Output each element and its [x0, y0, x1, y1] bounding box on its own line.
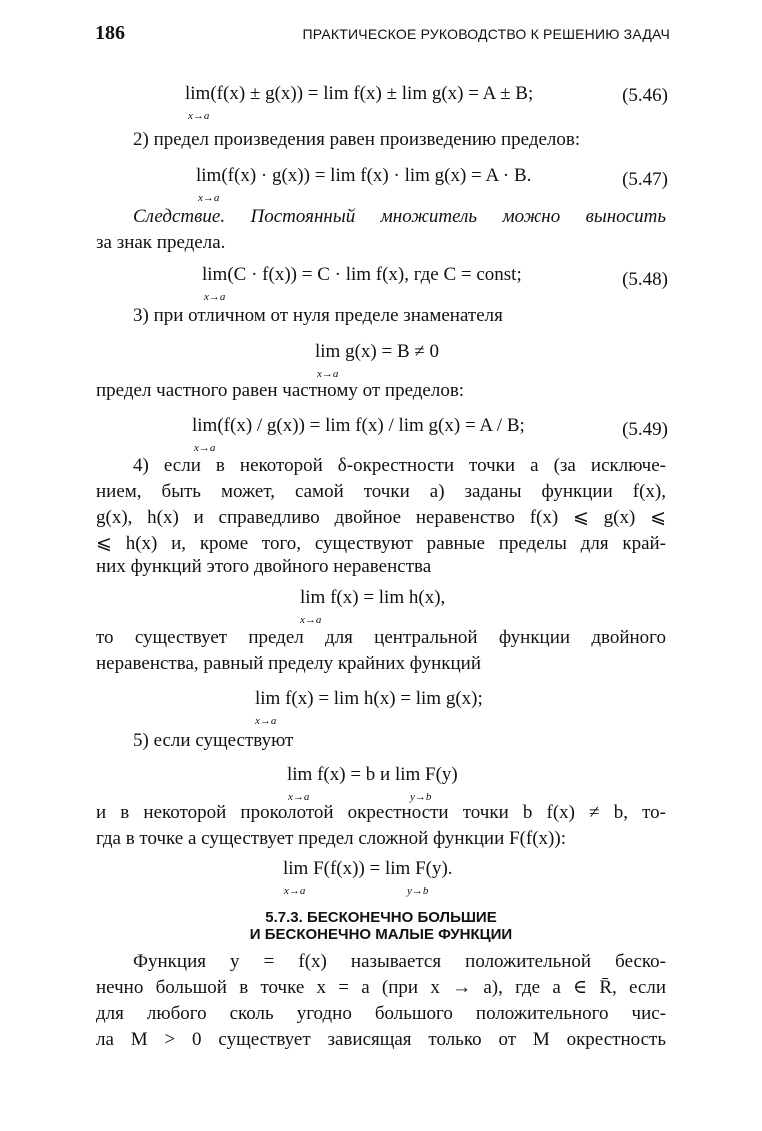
paragraph-infinite-line-2: нечно большой в точке x = a (при x → a), где a ∈ R̄, если [96, 977, 666, 998]
paragraph-infinite-line-1: Функция y = f(x) называется положительной беско- [133, 951, 666, 972]
equation-number-5-47: (5.47) [622, 169, 668, 190]
equation-number-5-46: (5.46) [622, 85, 668, 106]
paragraph-squeeze-line-4: ⩽ h(x) и, кроме того, существуют равные пределы для край- [96, 533, 666, 554]
paragraph-squeeze-line-5: них функций этого двойного неравенства [96, 556, 432, 577]
paragraph-infinite-line-4: ла M > 0 существует зависящая только от M окрестность [96, 1029, 666, 1050]
equation-number-5-48: (5.48) [622, 269, 668, 290]
formula-squeeze-1-subscript: x→a [300, 614, 322, 626]
formula-5-49 [192, 414, 525, 438]
formula-5-48-text: lim(C · f(x)) = C · lim f(x), где C = const; [202, 264, 522, 285]
paragraph-squeeze-line-2: нием, быть может, самой точки a) заданы функции f(x), [96, 481, 666, 502]
paragraph-infinite-line-3: для любого сколь угодно большого положительного чис- [96, 1003, 666, 1024]
formula-denominator-subscript: x→a [317, 368, 339, 380]
formula-composite-2: lim F(f(x)) = lim F(y). [283, 858, 453, 879]
formula-composite-2-subscript-y: y→b [407, 885, 429, 897]
section-title-line-1: 5.7.3. БЕСКОНЕЧНО БОЛЬШИЕ [265, 909, 497, 926]
formula-composite-1-subscript-x: x→a [288, 791, 310, 803]
paragraph-quotient: 3) при отличном от нуля пределе знаменателя [133, 305, 503, 326]
paragraph-quotient-2: предел частного равен частному от пределов: [96, 380, 465, 401]
paragraph-composite: 5) если существуют [133, 730, 294, 751]
formula-composite-2-subscript-x: x→a [284, 885, 306, 897]
paragraph-composite-2-line-2: гда в точке a существует предел сложной функции F(f(x)): [96, 828, 566, 849]
paragraph-composite-2-line-1: и в некоторой проколотой окрестности точки b f(x) ≠ b, то- [96, 802, 666, 823]
equation-number-5-49: (5.49) [622, 419, 668, 440]
formula-squeeze-2: lim f(x) = lim h(x) = lim g(x); [255, 688, 483, 709]
formula-composite-1-subscript-y: y→b [410, 791, 432, 803]
formula-5-46-subscript: x→a [188, 110, 210, 122]
paragraph-corollary-line-1 [133, 205, 666, 229]
formula-5-49-text: lim(f(x) / g(x)) = lim f(x) / lim g(x) = A / B; [192, 415, 525, 436]
paragraph-squeeze-line-1: 4) если в некоторой δ-окрестности точки a (за исключе- [133, 455, 666, 476]
running-head: ПРАКТИЧЕСКОЕ РУКОВОДСТВО К РЕШЕНИЮ ЗАДАЧ [302, 26, 670, 42]
formula-5-48-subscript: x→a [204, 291, 226, 303]
formula-5-47-text: lim(f(x) · g(x)) = lim f(x) · lim g(x) = A · B. [196, 165, 532, 186]
paragraph-corollary-line-2: за знак предела. [96, 232, 226, 253]
formula-5-47-subscript: x→a [198, 192, 220, 204]
paragraph-product: 2) предел произведения равен произведению пределов: [133, 129, 581, 150]
formula-5-46-text: lim(f(x) ± g(x)) = lim f(x) ± lim g(x) = A ± B; [185, 83, 534, 104]
formula-composite-1: lim f(x) = b и lim F(y) [287, 764, 458, 785]
paragraph-corollary-text: Следствие. Постоянный множитель можно выносить [133, 206, 666, 227]
formula-squeeze-1: lim f(x) = lim h(x), [300, 587, 446, 608]
formula-5-46 [185, 82, 533, 106]
formula-denominator-limit: lim g(x) = B ≠ 0 [315, 341, 440, 362]
paragraph-squeeze-2-line-1: то существует предел для центральной функции двойного [96, 627, 666, 648]
formula-squeeze-2-subscript: x→a [255, 715, 277, 727]
page-header [95, 22, 670, 56]
formula-5-49-subscript: x→a [194, 442, 216, 454]
paragraph-squeeze-line-3: g(x), h(x) и справедливо двойное неравенство f(x) ⩽ g(x) ⩽ [96, 507, 666, 528]
paragraph-squeeze-2-line-2: неравенства, равный пределу крайних функций [96, 653, 481, 674]
section-title-line-2: И БЕСКОНЕЧНО МАЛЫЕ ФУНКЦИИ [249, 926, 513, 943]
formula-5-47 [196, 164, 531, 188]
page-number: 186 [95, 22, 125, 44]
formula-5-48 [202, 263, 522, 287]
